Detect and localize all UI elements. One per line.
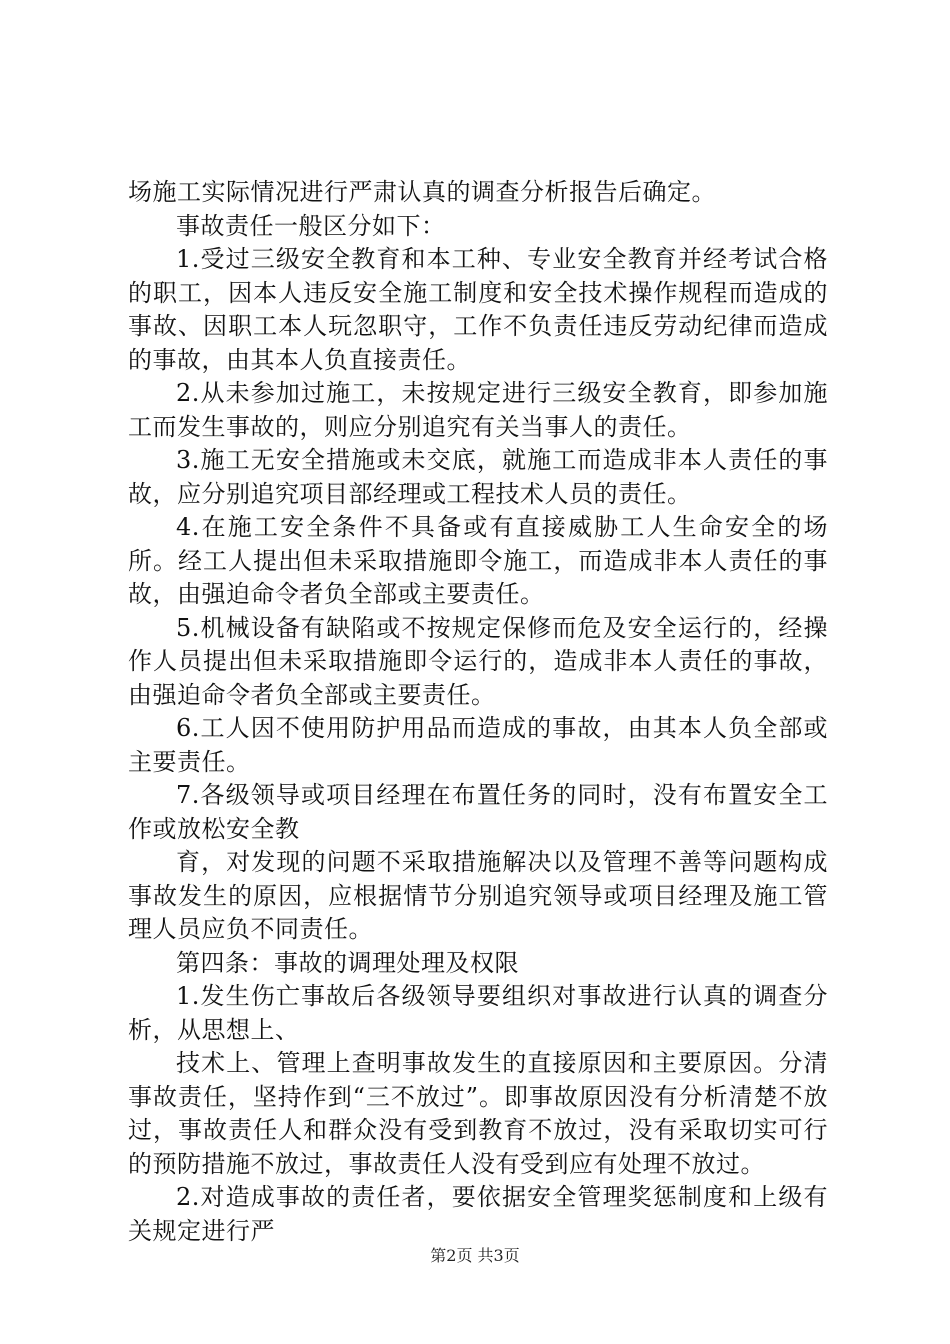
paragraph-2: 事故责任一般区分如下：: [176, 211, 446, 240]
paragraph-3: 1.受过三级安全教育和本工种、专业安全教育并经考试合格的职工，因本人违反安全施工制度和安全技术操作规程而造成的事故、因职工本人玩忽职守，工作不负责任违反劳动纪律而造成的事故，由其本人负直接责任。: [128, 245, 828, 374]
paragraph-13: 技术上、管理上查明事故发生的直接原因和主要原因。分清事故责任，坚持作到“三不放过”。即事故原因没有分析清楚不放过，事故责任人和群众没有受到教育不放过，没有采取切实可行的预防措施不放过，事故责任人没有受到应有处理不放过。: [128, 1049, 828, 1178]
section-heading: 第四条：事故的调理处理及权限: [176, 948, 519, 977]
paragraph-4: 2.从未参加过施工，未按规定进行三级安全教育，即参加施工而发生事故的，则应分别追究有关当事人的责任。: [128, 379, 828, 441]
paragraph-1: 场施工实际情况进行严肃认真的调查分析报告后确定。: [128, 178, 716, 206]
document-body: [128, 176, 828, 1248]
paragraph-7: 5.机械设备有缺陷或不按规定保修而危及安全运行的，经操作人员提出但未采取措施即令运行的，造成非本人责任的事故，由强迫命令者负全部或主要责任。: [128, 613, 828, 709]
paragraph-14: 2.对造成事故的责任者，要依据安全管理奖惩制度和上级有关规定进行严: [128, 1183, 828, 1245]
page-number-footer: 第2页 共3页: [430, 1246, 520, 1265]
paragraph-8: 6.工人因不使用防护用品而造成的事故，由其本人负全部或主要责任。: [128, 714, 828, 776]
paragraph-10: 育，对发现的问题不采取措施解决以及管理不善等问题构成事故发生的原因，应根据情节分别追究领导或项目经理及施工管理人员应负不同责任。: [128, 848, 828, 943]
paragraph-6: 4.在施工安全条件不具备或有直接威胁工人生命安全的场所。经工人提出但未采取措施即令施工，而造成非本人责任的事故，由强迫命令者负全部或主要责任。: [128, 513, 828, 608]
paragraph-9: 7.各级领导或项目经理在布置任务的同时，没有布置安全工作或放松安全教: [128, 781, 828, 843]
paragraph-5: 3.施工无安全措施或未交底，就施工而造成非本人责任的事故，应分别追究项目部经理或工程技术人员的责任。: [128, 446, 828, 508]
paragraph-12: 1.发生伤亡事故后各级领导要组织对事故进行认真的调查分析，从思想上、: [128, 982, 828, 1044]
